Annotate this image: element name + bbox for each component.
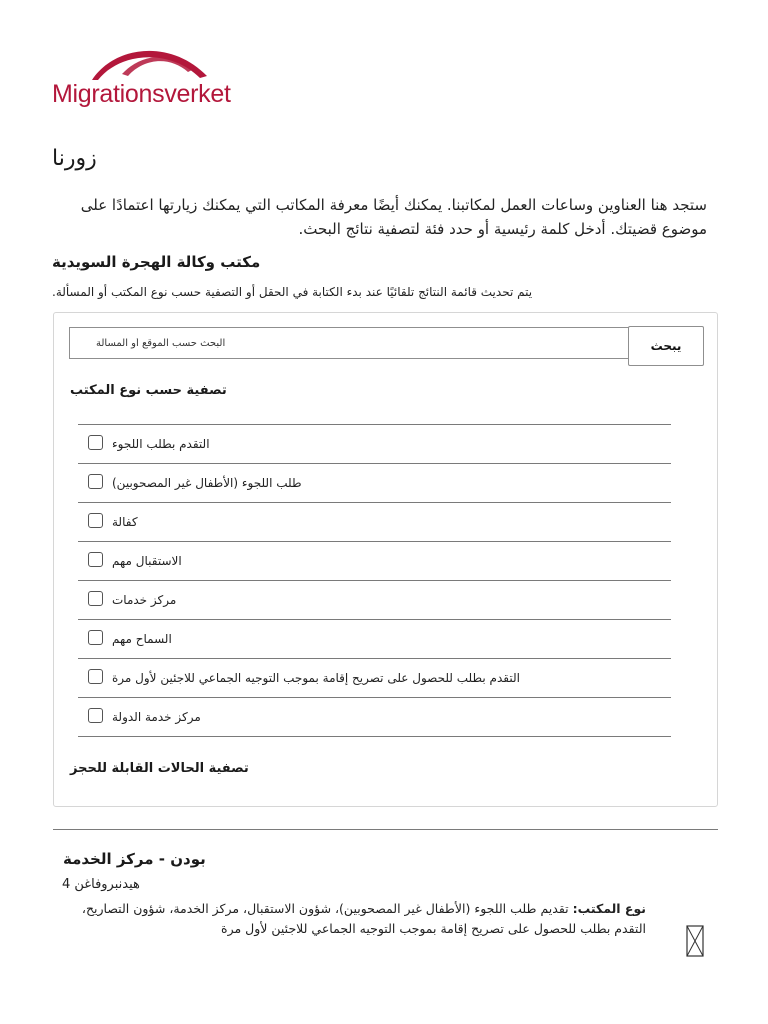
filter-checkbox[interactable] [88,435,103,450]
filter-checkbox[interactable] [88,513,103,528]
filter-title: تصفية حسب نوع المكتب [70,383,227,398]
filter-label: طلب اللجوء (الأطفال غير المصحوبين) [112,476,302,490]
filter-checkbox[interactable] [88,474,103,489]
filter-item-service-center[interactable] [78,581,671,620]
filter-label: مركز خدمة الدولة [112,710,201,724]
filter-label: التقدم بطلب للحصول على تصريح إقامة بموجب التوجيه الجماعي للاجئين لأول مرة [112,671,520,685]
office-type-label: نوع المكتب: [572,901,646,916]
filter-item-sponsorship[interactable] [78,503,671,542]
intro-text: ستجد هنا العناوين وساعات العمل لمكاتبنا. يمكنك أيضًا معرفة المكاتب التي يمكنك زيارتها اعتمادًا على موضوع قضيتك. أدخل كلمة رئيسية أو حدد فئة لتصفية نتائج البحث. [80,196,707,238]
office-type-filter-list [78,424,671,737]
office-types [60,899,646,939]
filter-label: السماح مهم [112,632,172,646]
filter-checkbox[interactable] [88,708,103,723]
filter-label: الاستقبال مهم [112,554,182,568]
filter-label: مركز خدمات [112,593,177,607]
office-name: بودن - مركز الخدمة [63,850,206,868]
filter-item-asylum[interactable] [78,425,671,464]
filter-checkbox[interactable] [88,630,103,645]
search-filter-panel [53,312,718,807]
filter-label: التقدم بطلب اللجوء [112,437,210,451]
broken-image-icon[interactable] [686,925,704,957]
arc-logo-icon [52,40,212,82]
office-address: هيدنبروفاغن 4 [62,877,140,892]
filter-checkbox[interactable] [88,591,103,606]
search-input[interactable] [69,327,629,359]
results-divider [53,829,718,830]
filter-checkbox[interactable] [88,669,103,684]
search-button[interactable]: يبحث [628,326,704,366]
auto-update-hint: يتم تحديث قائمة النتائج تلقائيًا عند بدء الكتابة في الحقل أو التصفية حسب نوع المكتب أو المسألة. [52,285,533,299]
filter-label: كفالة [112,515,138,529]
filter-checkbox[interactable] [88,552,103,567]
filter-item-reception[interactable] [78,542,671,581]
filter-item-temporary-protection[interactable] [78,659,671,698]
section-heading: مكتب وكالة الهجرة السويدية [52,253,261,271]
filter-item-permits[interactable] [78,620,671,659]
office-type-values: تقديم طلب اللجوء (الأطفال غير المصحوبين)، شؤون الاستقبال، مركز الخدمة، شؤون التصاريح، التقدم بطلب للحصول على تصريح إقامة بموجب التوجيه الجماعي للاجئين لأول مرة [81,901,646,936]
logo-text: Migrationsverket [52,80,231,108]
bookable-filter-toggle[interactable]: تصفية الحالات القابلة للحجز [70,761,249,776]
filter-item-asylum-unaccompanied[interactable] [78,464,671,503]
page-title: زورنا [52,146,97,171]
migrationsverket-logo[interactable] [52,40,232,110]
filter-item-state-service-center[interactable] [78,698,671,737]
